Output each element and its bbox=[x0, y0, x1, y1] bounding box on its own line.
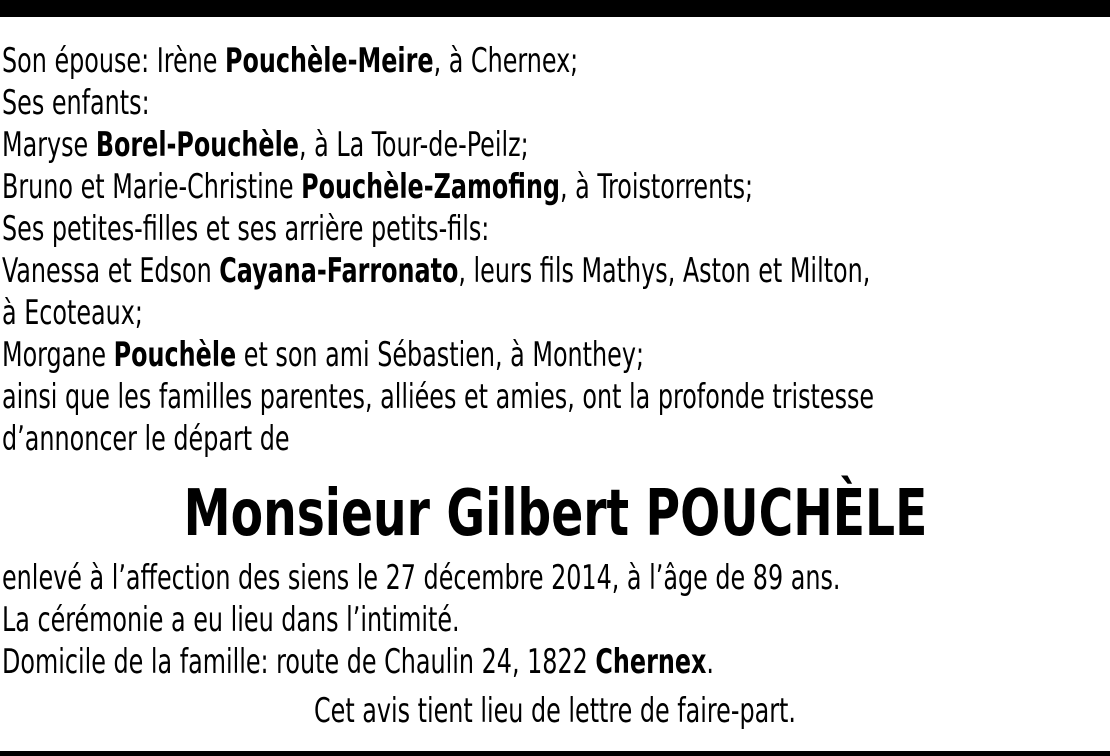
grandchildren-label: Ses petites-filles et ses arrière petits-fils: bbox=[2, 209, 490, 249]
closing-note: Cet avis tient lieu de lettre de faire-part. bbox=[314, 691, 796, 731]
grandchild-surname: Pouchèle bbox=[113, 335, 237, 375]
bottom-rule bbox=[0, 751, 1110, 756]
grandchild-line-cont: à Ecoteaux; bbox=[2, 293, 143, 333]
domicile-line: Domicile de la famille: route de Chaulin 24, 1822 Chernex. bbox=[2, 642, 715, 682]
details-block bbox=[2, 557, 1108, 683]
grandchild-surname: Cayana-Farronato bbox=[219, 251, 459, 291]
deceased-name: Monsieur Gilbert POUCHÈLE bbox=[183, 477, 927, 551]
grandchild-line: Vanessa et Edson Cayana-Farronato, leurs fils Mathys, Aston et Milton, bbox=[2, 251, 871, 291]
death-date-line: enlevé à l’affection des siens le 27 décembre 2014, à l’âge de 89 ans. bbox=[2, 558, 841, 598]
families-line: ainsi que les familles parentes, alliées et amies, ont la profonde tristesse bbox=[2, 377, 875, 417]
child-line: Bruno et Marie-Christine Pouchèle-Zamofing, à Troistorrents; bbox=[2, 167, 754, 207]
child-surname: Borel-Pouchèle bbox=[95, 125, 299, 165]
grandchild-line: Morgane Pouchèle et son ami Sébastien, à Monthey; bbox=[2, 335, 645, 375]
ceremony-line: La cérémonie a eu lieu dans l’intimité. bbox=[2, 600, 460, 640]
announcement-line: d’annoncer le départ de bbox=[2, 419, 290, 459]
child-line: Maryse Borel-Pouchèle, à La Tour-de-Peilz; bbox=[2, 125, 529, 165]
child-surname: Pouchèle-Zamofing bbox=[301, 167, 561, 207]
spouse-line: Son épouse: Irène Pouchèle-Meire, à Chernex; bbox=[2, 41, 579, 81]
spouse-surname: Pouchèle-Meire bbox=[225, 41, 434, 81]
domicile-town: Chernex bbox=[595, 642, 707, 682]
family-list bbox=[2, 40, 1108, 460]
children-label: Ses enfants: bbox=[2, 83, 150, 123]
top-rule bbox=[0, 0, 1110, 17]
